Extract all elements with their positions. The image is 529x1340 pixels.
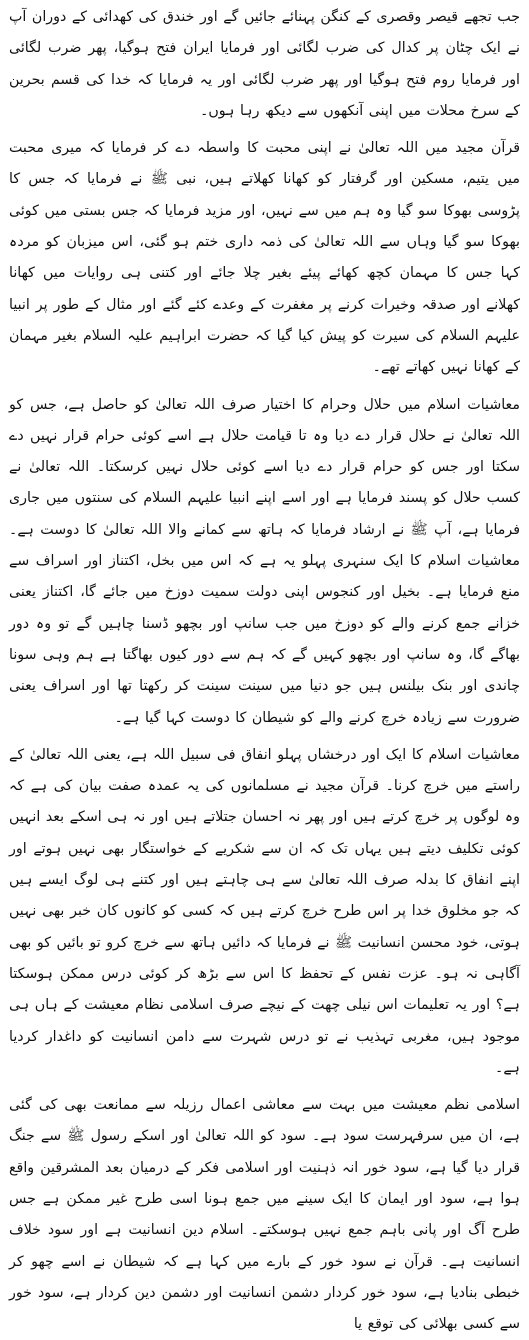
paragraph-2: قرآن مجید میں اللہ تعالیٰ نے اپنی محبت کا واسطہ دے کر فرمایا کہ میری محبت میں یتیم، مسکین اور گرفتار کو کھانا کھلاتے ہیں، نبی ﷺ نے فرمایا کہ جس کا پڑوسی بھوکا سو گیا وہ ہم میں سے نہیں، اور مزید فرمایا کہ جس بستی میں کوئی بھوکا سو گیا وہاں سے اللہ تعالیٰ کی ذمہ داری ختم ہو گئی، اس میزبان کو مردہ کہا جس کا مہمان کچھ کھائے پیئے بغیر چلا جائے اور کتنی ہی روایات میں کھانا کھلانے اور صدقہ وخیرات کرنے پر مغفرت کے وعدے کئے گئے اور مثال کے طور پر انبیا علیہم السلام کی سیرت کو پیش کیا گیا کہ حضرت ابراہیم علیہ السلام بغیر مہمان کے کھانا نہیں کھاتے تھے۔ — [9, 140, 520, 376]
paragraph-3: معاشیات اسلام میں حلال وحرام کا اختیار صرف اللہ تعالیٰ کو حاصل ہے، جس کو اللہ تعالیٰ نے حلال قرار دے دیا وہ تا قیامت حلال ہے اسے کوئی حرام قرار نہیں دے سکتا اور جس کو حرام قرار دے دیا اسے کوئی حلال نہیں کرسکتا۔ اللہ تعالیٰ نے کسب حلال کو پسند فرمایا ہے اور اسے اپنے انبیا علیہم السلام کی سنتوں میں جاری فرمایا ہے، آپ ﷺ نے ارشاد فرمایا کہ ہاتھ سے کمانے والا اللہ تعالیٰ کا دوست ہے۔ معاشیات اسلام کا ایک سنہری پہلو یہ ہے کہ اس میں بخل، اکتناز اور اسراف سے منع فرمایا ہے۔ بخیل اور کنجوس اپنی دولت سمیت دوزخ میں جائے گا، اکتناز یعنی خزانے جمع کرنے والے کو دوزخ میں جب سانپ اور بچھو ڈسنا چاہیں گے تو وہ دور بھاگے گا، وہ سانپ اور بچھو کہیں گے کہ ہم سے دور کیوں بھاگتا ہے ہم وہی سونا چاندی اور بنک بیلنس ہیں جو دنیا میں سینت سینت کر رکھتا تھا اور اسراف یعنی ضرورت سے زیادہ خرچ کرنے والے کو شیطان کا دوست کہا گیا ہے۔ — [9, 396, 520, 726]
paragraph-4: معاشیات اسلام کا ایک اور درخشاں پہلو انفاق فی سبیل اللہ ہے، یعنی اللہ تعالیٰ کے راستے میں خرچ کرنا۔ قرآن مجید نے مسلمانوں کی یہ عمدہ صفت بیان کی ہے کہ وہ لوگوں پر خرچ کرتے ہیں اور پھر نہ احسان جتلاتے ہیں اور نہ ہی اسکے بعد انہیں کوئی تکلیف دیتے ہیں یہاں تک کہ ان سے شکریے کے خواستگار بھی نہیں ہوتے اور اپنے انفاق کا بدلہ صرف اللہ تعالیٰ سے ہی چاہتے ہیں اور کتنے ہی لوگ ایسے ہیں کہ جو مخلوق خدا پر اس طرح خرچ کرتے ہیں کہ کسی کو کانوں کان خبر بھی نہیں ہوتی، خود محسن انسانیت ﷺ نے فرمایا کہ دائیں ہاتھ سے خرچ کرو تو بائیں کو بھی آگاہی نہ ہو۔ عزت نفس کے تحفظ کا اس سے بڑھ کر کوئی درس ممکن ہوسکتا ہے؟ اور یہ تعلیمات اس نیلی چھت کے نیچے صرف اسلامی نظام معیشت کے ہاں ہی موجود ہیں، مغربی تہذیب نے تو درس شہرت سے دامن انسانیت کو داغدار کردیا ہے۔ — [9, 746, 520, 1076]
paragraph-5: اسلامی نظم معیشت میں بہت سے معاشی اعمال رزیلہ سے ممانعت بھی کی گئی ہے، ان میں سرفہرست سود ہے۔ سود کو اللہ تعالیٰ اور اسکے رسول ﷺ سے جنگ قرار دیا گیا ہے، سود خور انہ ذہنیت اور اسلامی فکر کے درمیان بعد المشرقین واقع ہوا ہے، سود اور ایمان کا ایک سینے میں جمع ہونا اسی طرح غیر ممکن ہے جس طرح آگ اور پانی باہم جمع نہیں ہوسکتے۔ اسلام دین انسانیت ہے اور سود خلاف انسانیت ہے۔ قرآن نے سود خور کے بارے میں کہا ہے کہ شیطان نے اسے چھو کر خبطی بنادیا ہے، سود خور کردار دشمن انسانیت اور دشمن دین کردار ہے، سود خور سے کسی بھلائی کی توقع یا — [9, 1097, 520, 1333]
paragraph-1: جب تجھے قیصر وقصری کے کنگن پہنائے جائیں گے اور خندق کی کھدائی کے دوران آپ نے ایک چٹان پر کدال کی ضرب لگائی اور فرمایا ایران فتح ہوگیا، پھر ضرب لگائی اور فرمایا روم فتح ہوگیا اور پھر ضرب لگائی اور یہ فرمایا کہ خدا کی قسم بحرین کے سرخ محلات میں اپنی آنکھوں سے دیکھ رہا ہوں۔ — [9, 9, 520, 119]
